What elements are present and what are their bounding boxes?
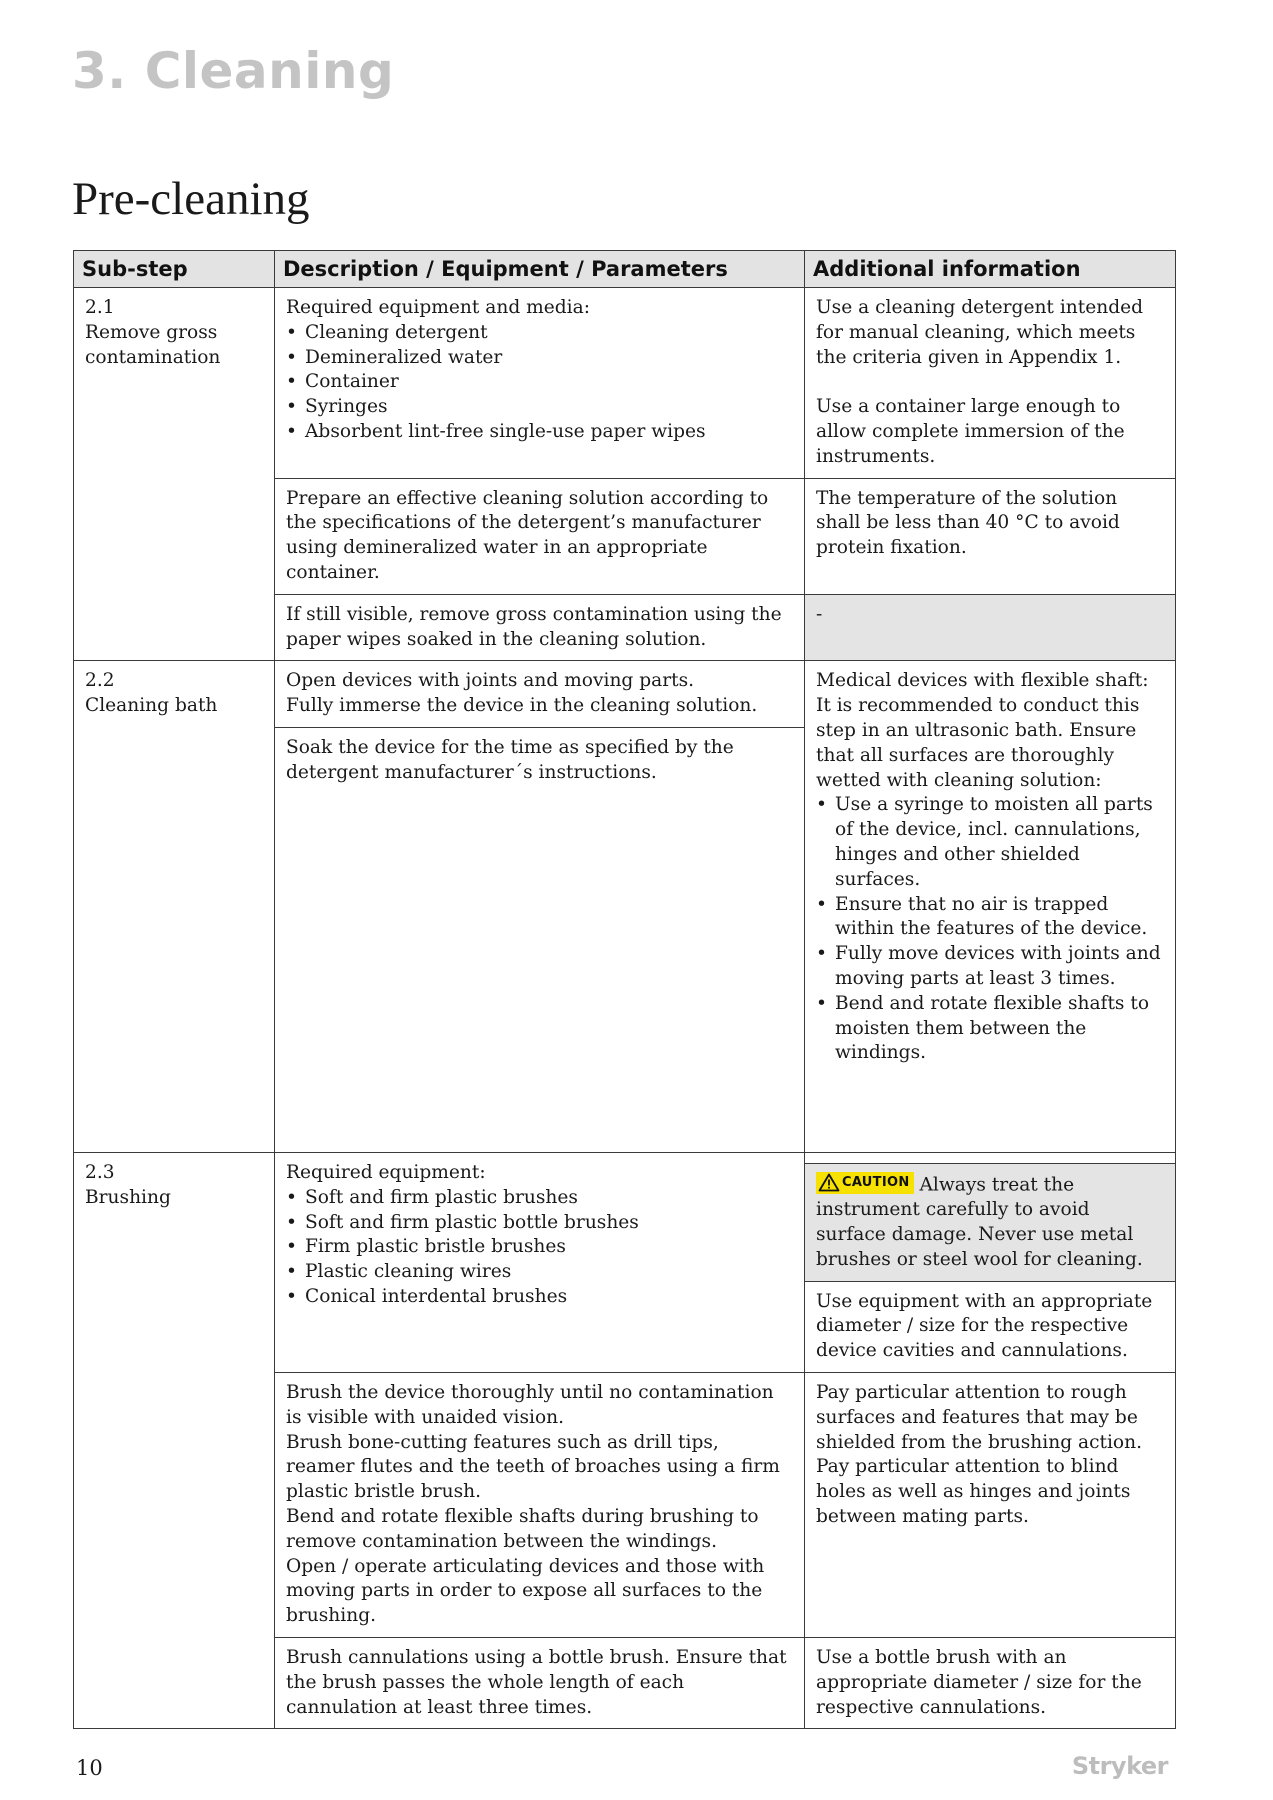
info-paragraph: Use a container large enough to allow complete immersion of the instruments. [816, 396, 1125, 467]
caution-text: Always treat the instrument carefully to avoid surface damage. Never use metal brushes or steel wool for cleaning. [816, 1174, 1143, 1270]
list-item: • Conical interdental brushes [286, 1285, 568, 1307]
caution-label: CAUTION [842, 1174, 910, 1190]
description-cell [275, 661, 805, 728]
info-paragraph: Medical devices with flexible shaft: It is recommended to conduct this step in an ultrasonic bath. Ensure that all surfaces are thoroughly wetted with cleaning solution: [816, 670, 1149, 791]
stryker-logo: Stryker [1071, 1752, 1168, 1780]
table-row [74, 288, 1176, 479]
description-line: Brush the device thoroughly until no contamination is visible with unaided vision. [286, 1382, 774, 1428]
description-intro: Required equipment and media: [286, 297, 590, 318]
step-name: Cleaning bath [85, 695, 218, 717]
description-line: Brush bone-cutting features such as drill tips, reamer flutes and the teeth of broaches using a firm plastic bristle brush. [286, 1431, 780, 1503]
page-number: 10 [76, 1756, 103, 1780]
step-name: Brushing [85, 1186, 171, 1208]
list-item: • Container [286, 371, 399, 393]
description-line: Bend and rotate flexible shafts during brushing to remove contamination between the windings. [286, 1506, 759, 1552]
table-row [74, 661, 1176, 728]
step-name: Remove gross [85, 321, 218, 343]
description-line: Open devices with joints and moving parts. [286, 670, 695, 692]
substep-cell [74, 288, 275, 661]
info-line: Pay particular attention to blind holes as well as hinges and joints between mating parts. [816, 1456, 1131, 1528]
description-intro: Required equipment: [286, 1161, 486, 1183]
substep-cell [74, 1152, 275, 1728]
chapter-title: 3. Cleaning [72, 42, 395, 100]
header-description: Description / Equipment / Parameters [275, 251, 805, 288]
info-cell: Use equipment with an appropriate diameter / size for the respective device cavities and cannulations. [805, 1281, 1176, 1372]
caution-badge [816, 1172, 914, 1194]
description-cell [275, 1373, 805, 1638]
list-item: • Use a syringe to moisten all parts of the device, incl. cannulations, hinges and other shielded surfaces. [816, 794, 1153, 890]
description-cell [275, 288, 805, 479]
step-number: 2.1 [85, 297, 115, 318]
info-cell [805, 288, 1176, 479]
description-cell: If still visible, remove gross contamination using the paper wipes soaked in the cleaning solution. [275, 594, 805, 661]
pre-cleaning-table [73, 250, 1176, 1729]
info-cell: The temperature of the solution shall be less than 40 °C to avoid protein fixation. [805, 478, 1176, 594]
list-item: • Firm plastic bristle brushes [286, 1236, 566, 1258]
info-cell: - [805, 594, 1176, 661]
table-row [74, 1152, 1176, 1163]
list-item: • Cleaning detergent [286, 321, 488, 343]
description-cell: Brush cannulations using a bottle brush. Ensure that the brush passes the whole length of each cannulation at least three times. [275, 1638, 805, 1729]
list-item: • Fully move devices with joints and moving parts at least 3 times. [816, 943, 1161, 989]
list-item: • Ensure that no air is trapped within the features of the device. [816, 893, 1148, 940]
list-item: • Absorbent lint-free single-use paper wipes [286, 420, 706, 442]
info-cell [805, 1373, 1176, 1638]
list-item: • Soft and firm plastic brushes [286, 1186, 578, 1208]
list-item: • Syringes [286, 396, 388, 418]
description-cell [275, 1152, 805, 1372]
list-item: • Demineralized water [286, 346, 503, 368]
header-additional-info: Additional information [805, 251, 1176, 288]
description-cell: Prepare an effective cleaning solution according to the specifications of the detergent’s manufacturer using demineralized water in an appropriate container. [275, 478, 805, 594]
table-header-row [74, 251, 1176, 288]
substep-cell [74, 661, 275, 1153]
warning-triangle-icon [818, 1173, 840, 1192]
info-spacer-cell [805, 1152, 1176, 1163]
info-paragraph: Use a cleaning detergent intended for manual cleaning, which meets the criteria given in Appendix 1. [816, 297, 1143, 368]
description-cell: Soak the device for the time as specified by the detergent manufacturer´s instructions. [275, 727, 805, 1152]
info-line: Pay particular attention to rough surfaces and features that may be shielded from the brushing action. [816, 1382, 1143, 1453]
info-cell [805, 661, 1176, 1153]
list-item: • Soft and firm plastic bottle brushes [286, 1211, 639, 1233]
step-number: 2.2 [85, 670, 115, 692]
section-title: Pre-cleaning [72, 173, 310, 225]
info-cell: Use a bottle brush with an appropriate diameter / size for the respective cannulations. [805, 1638, 1176, 1729]
list-item: • Plastic cleaning wires [286, 1261, 512, 1283]
header-sub-step: Sub-step [74, 251, 275, 288]
step-number: 2.3 [85, 1161, 115, 1183]
list-item: • Bend and rotate flexible shafts to moisten them between the windings. [816, 992, 1150, 1064]
caution-cell [805, 1163, 1176, 1281]
description-line: Fully immerse the device in the cleaning solution. [286, 695, 758, 717]
step-name: contamination [85, 346, 221, 368]
description-line: Open / operate articulating devices and those with moving parts in order to expose all surfaces to the brushing. [286, 1555, 765, 1627]
